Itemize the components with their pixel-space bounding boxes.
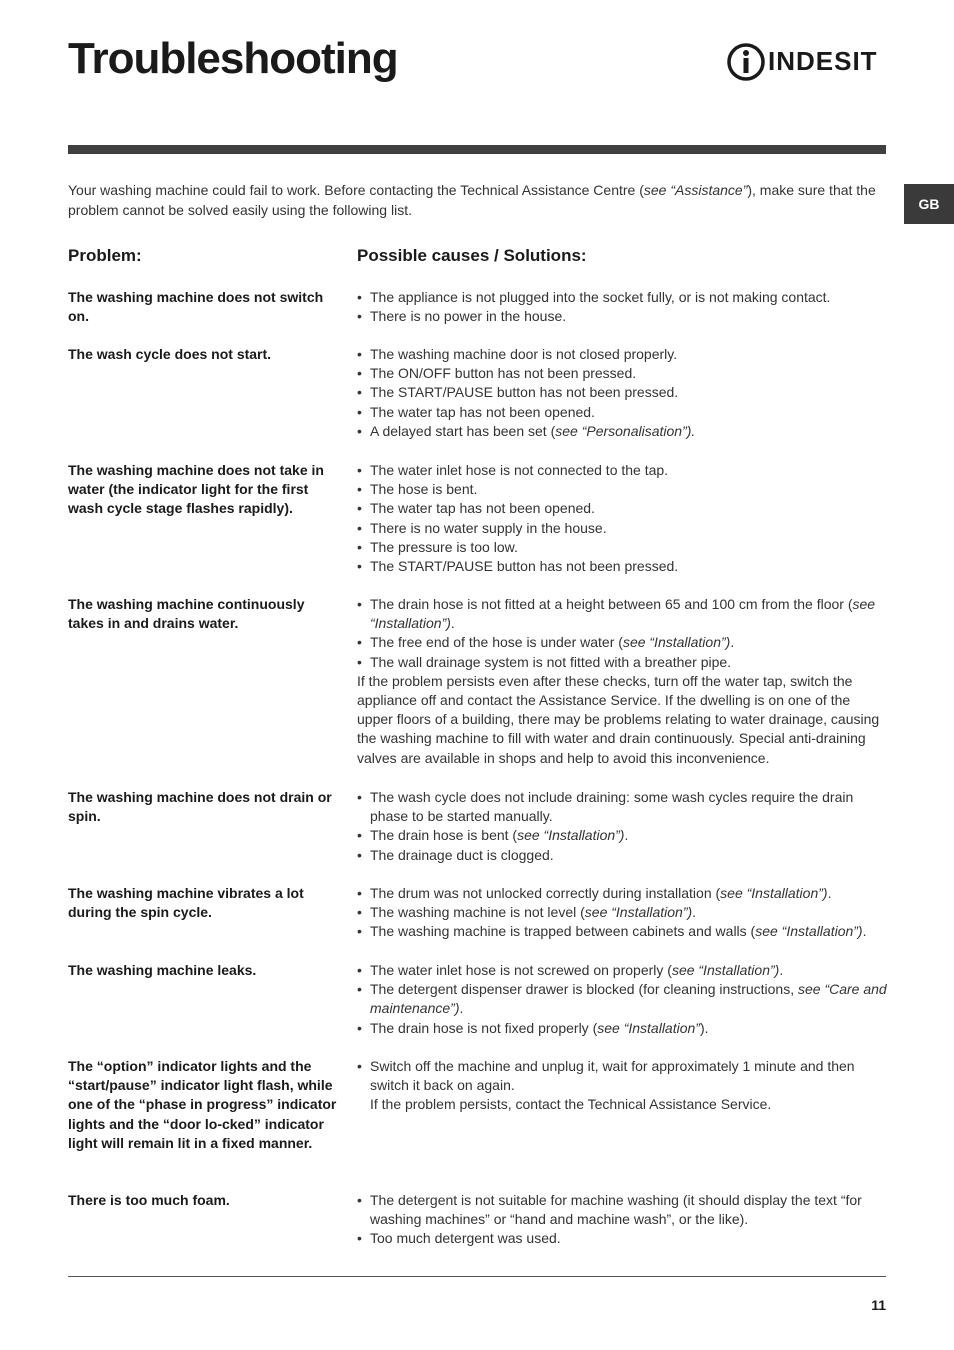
causes-list: [357, 345, 887, 441]
cause-item: • Too much detergent was used.: [357, 1229, 887, 1248]
cause-item: • The water tap has not been opened.: [357, 499, 887, 518]
cause-item: • The washing machine door is not closed properly.: [357, 345, 887, 364]
cause-item: • The water tap has not been opened.: [357, 403, 887, 422]
cause-item: • The wall drainage system is not fitted with a breather pipe.: [357, 653, 887, 672]
cause-item: • A delayed start has been set (see “Personalisation”).: [357, 422, 887, 441]
causes-list: [357, 461, 887, 576]
cause-item: • There is no power in the house.: [357, 307, 887, 326]
problem-text: The “option” indicator lights and the “start/pause” indicator light flash, while one of the “phase in progress” indicator lights and the “door lo-cked” indicator light will remain lit in a fixed manner.: [68, 1058, 337, 1151]
page-title: Troubleshooting: [68, 34, 398, 83]
problem-text: The washing machine continuously takes in and drains water.: [68, 596, 305, 632]
problem-text: The wash cycle does not start.: [68, 346, 272, 362]
problem-text: The washing machine does not drain or spin.: [68, 789, 332, 825]
cause-item: • The appliance is not plugged into the socket fully, or is not making contact.: [357, 288, 887, 307]
cause-item: • The water inlet hose is not connected to the tap.: [357, 461, 887, 480]
cause-item: • The ON/OFF button has not been pressed.: [357, 364, 887, 383]
cause-item: • There is no water supply in the house.: [357, 519, 887, 538]
causes-list: [357, 884, 887, 942]
problem-text: The washing machine leaks.: [68, 962, 257, 978]
cause-item: • Switch off the machine and unplug it, wait for approximately 1 minute and then switch it back on again.: [357, 1057, 887, 1095]
problem-text: The washing machine does not take in water (the indicator light for the first wash cycle stage flashes rapidly).: [68, 462, 324, 517]
cause-item: • The detergent is not suitable for machine washing (it should display the text “for washing machines” or “hand and machine wash”, or the like).: [357, 1191, 887, 1229]
brand-name: INDESIT: [768, 46, 878, 76]
cause-item: • The washing machine is trapped between cabinets and walls (see “Installation”).: [357, 922, 887, 941]
causes-list: [357, 288, 887, 326]
cause-item: • The drain hose is not fitted at a height between 65 and 100 cm from the floor (see “Installation”).: [357, 595, 887, 633]
intro-paragraph: Your washing machine could fail to work. Before contacting the Technical Assistance Centre (see “Assistance”), make sure that the problem cannot be solved easily using the following list.: [68, 182, 876, 218]
causes-column-heading: Possible causes / Solutions:: [357, 246, 587, 265]
causes-list: [357, 961, 887, 1038]
problem-text: There is too much foam.: [68, 1192, 230, 1208]
cause-item: • The hose is bent.: [357, 480, 887, 499]
cause-item: • The drain hose is not fixed properly (see “Installation”).: [357, 1019, 887, 1038]
problem-text: The washing machine vibrates a lot during the spin cycle.: [68, 885, 304, 921]
causes-list: [357, 1191, 887, 1249]
header-rule: [68, 145, 886, 154]
language-tab: GB: [904, 184, 954, 224]
cause-item: • The drainage duct is clogged.: [357, 846, 887, 865]
indesit-logo: [726, 40, 888, 84]
footer-rule: [68, 1276, 886, 1277]
cause-item: • The wash cycle does not include draining: some wash cycles require the drain phase to be started manually.: [357, 788, 887, 826]
page-number: 11: [871, 1297, 886, 1313]
cause-item: • The water inlet hose is not screwed on properly (see “Installation”).: [357, 961, 887, 980]
cause-item: • The START/PAUSE button has not been pressed.: [357, 383, 887, 402]
causes-list: [357, 595, 887, 768]
causes-list: [357, 1057, 887, 1115]
causes-list: [357, 788, 887, 865]
cause-item: • The drum was not unlocked correctly during installation (see “Installation”).: [357, 884, 887, 903]
cause-item: • The START/PAUSE button has not been pressed.: [357, 557, 887, 576]
cause-item: • The washing machine is not level (see “Installation”).: [357, 903, 887, 922]
problem-column-heading: Problem:: [68, 246, 142, 265]
cause-item: • The drain hose is bent (see “Installation”).: [357, 826, 887, 845]
problem-text: The washing machine does not switch on.: [68, 289, 324, 325]
cause-item: • The detergent dispenser drawer is blocked (for cleaning instructions, see “Care and maintenance”).: [357, 980, 887, 1018]
cause-note: If the problem persists even after these checks, turn off the water tap, switch the appliance off and contact the Assistance Service. If the dwelling is on one of the upper floors of a building, there may be problems relating to water drainage, causing the washing machine to fill with water and drain continuously. Special anti-draining valves are available in shops and help to avoid this inconvenience.: [357, 672, 880, 766]
indesit-logo-icon: [726, 40, 766, 84]
cause-item: • The free end of the hose is under water (see “Installation”).: [357, 633, 887, 652]
cause-item: • The pressure is too low.: [357, 538, 887, 557]
cause-followup: If the problem persists, contact the Technical Assistance Service.: [370, 1096, 772, 1113]
